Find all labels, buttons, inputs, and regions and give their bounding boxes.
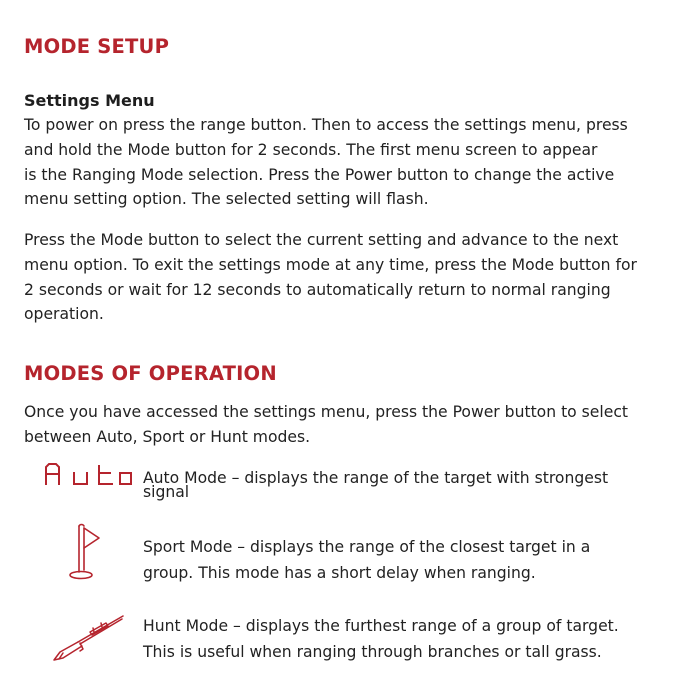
text-line: This is useful when ranging through branches or tall grass.: [143, 643, 602, 661]
text-line: Hunt Mode – displays the furthest range of a group of target.: [143, 617, 619, 635]
text-line: Auto Mode – displays the range of the target with strongest: [143, 469, 609, 487]
text-line: operation.: [24, 305, 104, 324]
text-line: group. This mode has a short delay when ranging.: [143, 564, 536, 582]
sport-mode-description: [143, 534, 683, 586]
text-line: Once you have accessed the settings menu, press the Power button to select: [24, 403, 629, 421]
settings-menu-paragraph-2: [24, 228, 692, 327]
modes-of-operation-heading: MODES OF OPERATION: [24, 362, 277, 385]
text-line: Press the Mode button to select the current setting and advance to the next: [24, 231, 619, 249]
settings-menu-paragraph-1: [24, 113, 692, 212]
text-line: 2 seconds or wait for 12 seconds to automatically return to normal ranging: [24, 280, 611, 299]
rifle-icon: [50, 612, 126, 662]
auto-mode-description: [143, 471, 683, 499]
text-line: Sport Mode – displays the range of the closest target in a: [143, 538, 591, 556]
auto-display-icon: [40, 460, 132, 488]
text-line: signal: [143, 483, 190, 501]
text-line: between Auto, Sport or Hunt modes.: [24, 427, 311, 446]
mode-setup-heading: MODE SETUP: [24, 35, 170, 58]
hunt-mode-description: [143, 613, 683, 665]
text-line: To power on press the range button. Then to access the settings menu, press: [24, 116, 628, 134]
text-line: menu option. To exit the settings mode at any time, press the Mode button for: [24, 255, 637, 274]
text-line: is the Ranging Mode selection. Press the Power button to change the active: [24, 165, 615, 184]
text-line: and hold the Mode button for 2 seconds. The first menu screen to appear: [24, 140, 598, 159]
settings-menu-subheading: Settings Menu: [24, 91, 155, 110]
modes-intro-paragraph: [24, 400, 692, 450]
text-line: menu setting option. The selected setting will flash.: [24, 190, 429, 209]
flag-icon: [66, 522, 106, 582]
